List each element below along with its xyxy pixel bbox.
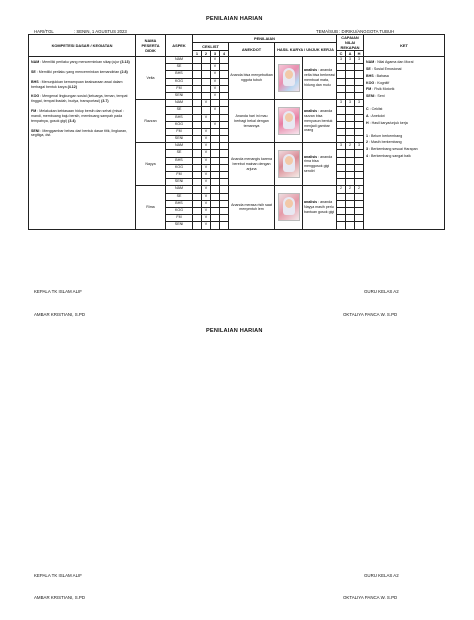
aspect-cell: BHS <box>166 114 193 121</box>
check-cell <box>202 57 211 64</box>
check-cell <box>220 114 229 121</box>
karya-photo <box>278 64 300 92</box>
ket-text: : Ceklist <box>368 107 383 112</box>
aspect-cell: FM <box>166 85 193 92</box>
ket-item <box>366 107 442 112</box>
karya-analysis <box>303 186 337 229</box>
ket-item <box>366 87 442 92</box>
karya-analysis <box>303 57 337 100</box>
header-c: C <box>337 51 346 57</box>
ket-item <box>366 121 442 126</box>
aspect-cell: SE <box>166 150 193 157</box>
check-cell: V <box>211 57 220 64</box>
check-cell: V <box>202 143 211 150</box>
ket-code: 3 <box>366 147 369 152</box>
header-capaian: CAPAIAN NILAI REKAPAN <box>337 35 364 51</box>
kd-code: SENI <box>31 128 40 133</box>
check-cell <box>193 143 202 150</box>
check-cell <box>193 200 202 207</box>
rekapan-cell: 3 <box>355 57 364 64</box>
karya-photo <box>278 107 300 135</box>
page-title: PENILAIAN HARIAN <box>206 16 263 22</box>
check-cell <box>220 179 229 186</box>
check-cell <box>193 64 202 71</box>
ket-item <box>366 154 442 159</box>
check-cell <box>211 186 220 193</box>
header-ceklist: CEKLIST <box>193 43 229 51</box>
rekapan-cell: 2 <box>355 186 364 193</box>
kd-cell <box>29 57 136 230</box>
ket-item <box>366 128 442 132</box>
check-cell <box>220 107 229 114</box>
rekapan-cell: 3 <box>346 100 355 107</box>
check-cell: V <box>202 215 211 222</box>
analysis-label: analisis <box>304 109 318 114</box>
check-cell <box>211 150 220 157</box>
ket-code: NAM <box>366 60 375 64</box>
anekdot-cell: Ananda hari ini mau berbagi bekal dengan temannya <box>229 100 275 143</box>
check-cell <box>193 164 202 171</box>
aspect-cell: BHS <box>166 157 193 164</box>
check-cell <box>193 186 202 193</box>
check-cell: V <box>202 222 211 229</box>
check-cell <box>211 207 220 214</box>
rekapan-cell: 3 <box>355 143 364 150</box>
header-col-4: 4 <box>220 51 229 57</box>
ket-text: : Seni <box>374 94 385 99</box>
ket-text: : Sosial Emosional <box>370 66 402 71</box>
header-hasil: HASIL KARYA / UNJUK KERJA <box>275 43 337 57</box>
check-cell <box>193 57 202 64</box>
ket-code: H <box>366 120 369 125</box>
karya-photo-cell <box>275 143 303 186</box>
rekapan-cell: 3 <box>346 57 355 64</box>
analysis-label: analisis <box>304 154 318 159</box>
check-cell <box>193 78 202 85</box>
check-cell <box>220 200 229 207</box>
ket-text: : Bahasa <box>373 73 389 78</box>
ket-code: 1 <box>366 133 369 138</box>
child-face <box>285 70 293 79</box>
kd-item <box>31 80 133 90</box>
check-cell: V <box>211 92 220 99</box>
signature-right-title: GURU KELAS A2 <box>364 289 399 294</box>
kd-text: : Memiliki perilaku yang mencerminkan sikap jujur <box>39 60 121 64</box>
aspect-cell: SENI <box>166 179 193 186</box>
check-cell <box>220 143 229 150</box>
student-name: Nayya <box>136 143 166 186</box>
kd-text: : Memiliki perilaku yang mencerminkan kemandirian <box>35 69 121 74</box>
check-cell <box>220 100 229 107</box>
check-cell <box>211 172 220 179</box>
ket-item <box>366 114 442 119</box>
check-cell <box>211 200 220 207</box>
kd-text: : Melakukan kebiasaan hidup bersih dan sehat (misal : mandi, membuang baju bersih, membuang sampah pada tempatnya, gosok gigi) <box>31 109 124 123</box>
check-cell <box>220 64 229 71</box>
header-col-2: 2 <box>202 51 211 57</box>
check-cell <box>211 100 220 107</box>
ket-item <box>366 147 442 152</box>
child-face <box>285 113 293 122</box>
header-nama: NAMA PESERTA DIDIK <box>136 35 166 57</box>
check-cell <box>211 164 220 171</box>
ket-code: BHS <box>366 73 374 78</box>
rekapan-cell: 3 <box>337 143 346 150</box>
ket-item <box>366 101 442 105</box>
kd-num: (3.4) <box>68 118 76 123</box>
header-kd: KOMPETESI DASAR / KEGIATAN <box>29 35 136 57</box>
ket-item <box>366 81 442 86</box>
check-cell: V <box>202 207 211 214</box>
kd-item <box>31 70 133 75</box>
check-cell <box>193 179 202 186</box>
karya-photo <box>278 150 300 178</box>
aspect-cell: SE <box>166 64 193 71</box>
aspect-cell: SENI <box>166 222 193 229</box>
ket-cell <box>364 57 445 230</box>
rekapan-cell: 2 <box>346 143 355 150</box>
check-cell: V <box>211 78 220 85</box>
ket-code: SENI <box>366 94 375 99</box>
ket-text: : Hasil karya/unjuk kerja <box>368 120 408 125</box>
check-cell: V <box>202 114 211 121</box>
child-face <box>285 156 293 165</box>
kd-num: (3.13) <box>120 60 130 64</box>
aspect-cell: KOG <box>166 164 193 171</box>
check-cell <box>220 92 229 99</box>
check-cell <box>202 92 211 99</box>
table-row <box>29 57 445 64</box>
header-penilaian: PENILAIAN <box>193 35 337 43</box>
check-cell <box>193 121 202 128</box>
ket-text: : Kognitif <box>374 80 390 85</box>
kd-code: FM <box>31 109 37 114</box>
check-cell <box>193 92 202 99</box>
check-cell <box>193 136 202 143</box>
check-cell <box>193 215 202 222</box>
ket-item <box>366 60 442 65</box>
check-cell <box>202 71 211 78</box>
analysis-label: analisis <box>304 68 318 73</box>
check-cell: V <box>202 157 211 164</box>
check-cell <box>211 114 220 121</box>
check-cell <box>220 157 229 164</box>
check-cell: V <box>202 100 211 107</box>
check-cell <box>202 64 211 71</box>
karya-photo <box>278 193 300 221</box>
check-cell <box>220 136 229 143</box>
check-cell: V <box>202 179 211 186</box>
kd-item <box>31 109 133 124</box>
check-cell <box>220 150 229 157</box>
ket-code: C <box>366 107 369 112</box>
rekapan-cell: 3 <box>337 57 346 64</box>
ket-text: : Anekdot <box>368 113 385 118</box>
check-cell <box>193 207 202 214</box>
check-cell: V <box>202 193 211 200</box>
student-name: Velta <box>136 57 166 100</box>
kd-item <box>31 129 133 139</box>
check-cell <box>220 128 229 135</box>
kd-item <box>31 94 133 104</box>
student-name: Razzan <box>136 100 166 143</box>
check-cell <box>211 128 220 135</box>
ket-code: 4 <box>366 154 369 159</box>
header-col-3: 3 <box>211 51 220 57</box>
check-cell: V <box>202 164 211 171</box>
analysis-text: : ananda rima bisa menggosok gigi sendiri <box>304 154 333 174</box>
aspect-cell: KOG <box>166 121 193 128</box>
check-cell <box>220 193 229 200</box>
check-cell <box>193 107 202 114</box>
aspect-cell: SE <box>166 107 193 114</box>
check-cell: V <box>202 128 211 135</box>
aspect-cell: FM <box>166 172 193 179</box>
check-cell <box>193 85 202 92</box>
check-cell: V <box>202 136 211 143</box>
aspect-cell: KOG <box>166 78 193 85</box>
kd-num: (4.12) <box>67 84 77 89</box>
analysis-text: : ananda velta bisa berkreasi membuat mata, hidung dan mulu <box>304 68 335 87</box>
check-cell: V <box>211 121 220 128</box>
ket-code: KOG <box>366 80 375 85</box>
page2-signature-right-name: OKTALIYA PANCA W. S.PD <box>343 595 398 600</box>
check-cell <box>220 121 229 128</box>
check-cell <box>211 215 220 222</box>
aspect-cell: KOG <box>166 207 193 214</box>
check-cell: V <box>211 71 220 78</box>
date-label: HARI/TGL <box>34 29 54 34</box>
ket-item <box>366 134 442 139</box>
aspect-cell: FM <box>166 215 193 222</box>
kd-code: BHS <box>31 79 39 84</box>
anekdot-cell: Ananda menangis karena berebut mainan dengan arjuna <box>229 143 275 186</box>
analysis-text: : ananda razzan bisa menyusun bentuk menjadi gambar orang <box>304 109 333 133</box>
check-cell <box>193 193 202 200</box>
kd-code: NAM <box>31 60 40 64</box>
aspect-cell: NAM <box>166 143 193 150</box>
aspect-cell: SENI <box>166 92 193 99</box>
ket-item <box>366 74 442 79</box>
check-cell: V <box>202 150 211 157</box>
check-cell <box>193 100 202 107</box>
aspect-cell: SE <box>166 193 193 200</box>
check-cell <box>193 150 202 157</box>
check-cell <box>220 71 229 78</box>
aspect-cell: SENI <box>166 136 193 143</box>
ket-code: A <box>366 113 369 118</box>
check-cell <box>220 222 229 229</box>
check-cell: V <box>211 64 220 71</box>
check-cell <box>202 85 211 92</box>
analysis-label: analisis <box>304 200 318 205</box>
karya-photo-cell <box>275 100 303 143</box>
aspect-cell: NAM <box>166 57 193 64</box>
signature-left-name: AMBAR KRISTIANI, S.PD <box>34 312 85 317</box>
check-cell: V <box>202 200 211 207</box>
check-cell <box>211 179 220 186</box>
page2-signature-left-name: AMBAR KRISTIANI, S.PD <box>34 595 85 600</box>
check-cell: V <box>211 107 220 114</box>
ket-item <box>366 140 442 145</box>
ket-code: 2 <box>366 140 369 145</box>
theme-label: TEMA/SUB : DIRIKU/ANGGOTA TUBUH <box>316 29 395 34</box>
check-cell <box>193 114 202 121</box>
check-cell <box>193 157 202 164</box>
karya-analysis <box>303 143 337 186</box>
ket-code: SE <box>366 66 371 71</box>
check-cell <box>202 121 211 128</box>
karya-photo-cell <box>275 57 303 100</box>
aspect-cell: BHS <box>166 71 193 78</box>
ket-text: : Berkembang sesuai Harapan <box>368 147 418 152</box>
check-cell <box>220 85 229 92</box>
aspect-cell: NAM <box>166 100 193 107</box>
ket-text: : Fisik Motorik <box>371 87 395 92</box>
header-h: H <box>355 51 364 57</box>
header-a: A <box>346 51 355 57</box>
rekapan-cell: 3 <box>337 100 346 107</box>
check-cell <box>220 164 229 171</box>
ket-text: : Masih berkembang <box>368 140 402 145</box>
check-cell <box>220 78 229 85</box>
ket-text: : Nilai Agama dan Moral <box>374 60 414 64</box>
page2-signature-right-title: GURU KELAS A2 <box>364 573 399 578</box>
check-cell <box>211 143 220 150</box>
check-cell: V <box>202 172 211 179</box>
check-cell <box>211 193 220 200</box>
header-anekdot: ANEKDOT <box>229 43 275 57</box>
kd-num: (3.7) <box>101 99 109 104</box>
date-value: : SENIN, 1 AGUSTUS 2023 <box>74 29 127 34</box>
check-cell <box>193 172 202 179</box>
ket-text: : Berkembang sangat baik <box>368 154 411 159</box>
kd-num: (2.8) <box>120 69 128 74</box>
karya-photo-cell <box>275 186 303 229</box>
check-cell <box>193 222 202 229</box>
check-cell <box>193 71 202 78</box>
aspect-cell: NAM <box>166 186 193 193</box>
kd-code: SE <box>31 69 36 74</box>
check-cell: V <box>211 85 220 92</box>
check-cell <box>220 186 229 193</box>
page2-title: PENILAIAN HARIAN <box>206 328 263 334</box>
rekapan-cell: 2 <box>337 186 346 193</box>
rekapan-cell: 2 <box>346 186 355 193</box>
check-cell <box>202 107 211 114</box>
kd-text: : Menunjukkan kemampuan keaksaraan awal dalam berbagai bentuk karya <box>31 79 123 89</box>
check-cell <box>220 207 229 214</box>
check-cell: V <box>202 186 211 193</box>
check-cell <box>202 78 211 85</box>
karya-analysis <box>303 100 337 143</box>
kd-code: KOG <box>31 94 40 99</box>
check-cell <box>220 215 229 222</box>
check-cell <box>211 157 220 164</box>
ket-item <box>366 67 442 72</box>
aspect-cell: BHS <box>166 200 193 207</box>
check-cell <box>211 136 220 143</box>
rekapan-cell: 3 <box>355 100 364 107</box>
ket-code: FM <box>366 87 372 92</box>
page2-signature-left-title: KEPALA TK ISLAM ALIF <box>34 573 82 578</box>
kd-text: : Mengenal lingkungan sosial (keluarga, teman, tempat tinggal, tempat ibadah, budya, transportasi) <box>31 94 128 104</box>
check-cell <box>193 128 202 135</box>
aspect-cell: FM <box>166 128 193 135</box>
header-aspek: ASPEK <box>166 35 193 57</box>
anekdot-cell: Ananda bisa menyebutkan nggota tubuh <box>229 57 275 100</box>
ket-text: : Belum berkembang <box>368 133 403 138</box>
kd-text: : Menggambar bebas dari bentuk dasar titik, lingkaran, segitiga, dst. <box>31 128 128 138</box>
signature-left-title: KEPALA TK ISLAM ALIF <box>34 289 82 294</box>
check-cell <box>220 172 229 179</box>
analysis-text: : ananda Nayya masih perlu bantuan gosok gigi <box>304 200 335 214</box>
anekdot-cell: Ananda merasa risih saat menyentuh lem <box>229 186 275 229</box>
kd-item <box>31 60 133 65</box>
header-ket: KET <box>364 35 445 57</box>
check-cell <box>220 57 229 64</box>
student-name: Rima <box>136 186 166 229</box>
child-face <box>285 199 293 208</box>
signature-right-name: OKTALIYA PANCA W. S.PD <box>343 312 398 317</box>
assessment-table <box>28 34 445 230</box>
ket-item <box>366 94 442 99</box>
header-col-1: 1 <box>193 51 202 57</box>
check-cell <box>211 222 220 229</box>
